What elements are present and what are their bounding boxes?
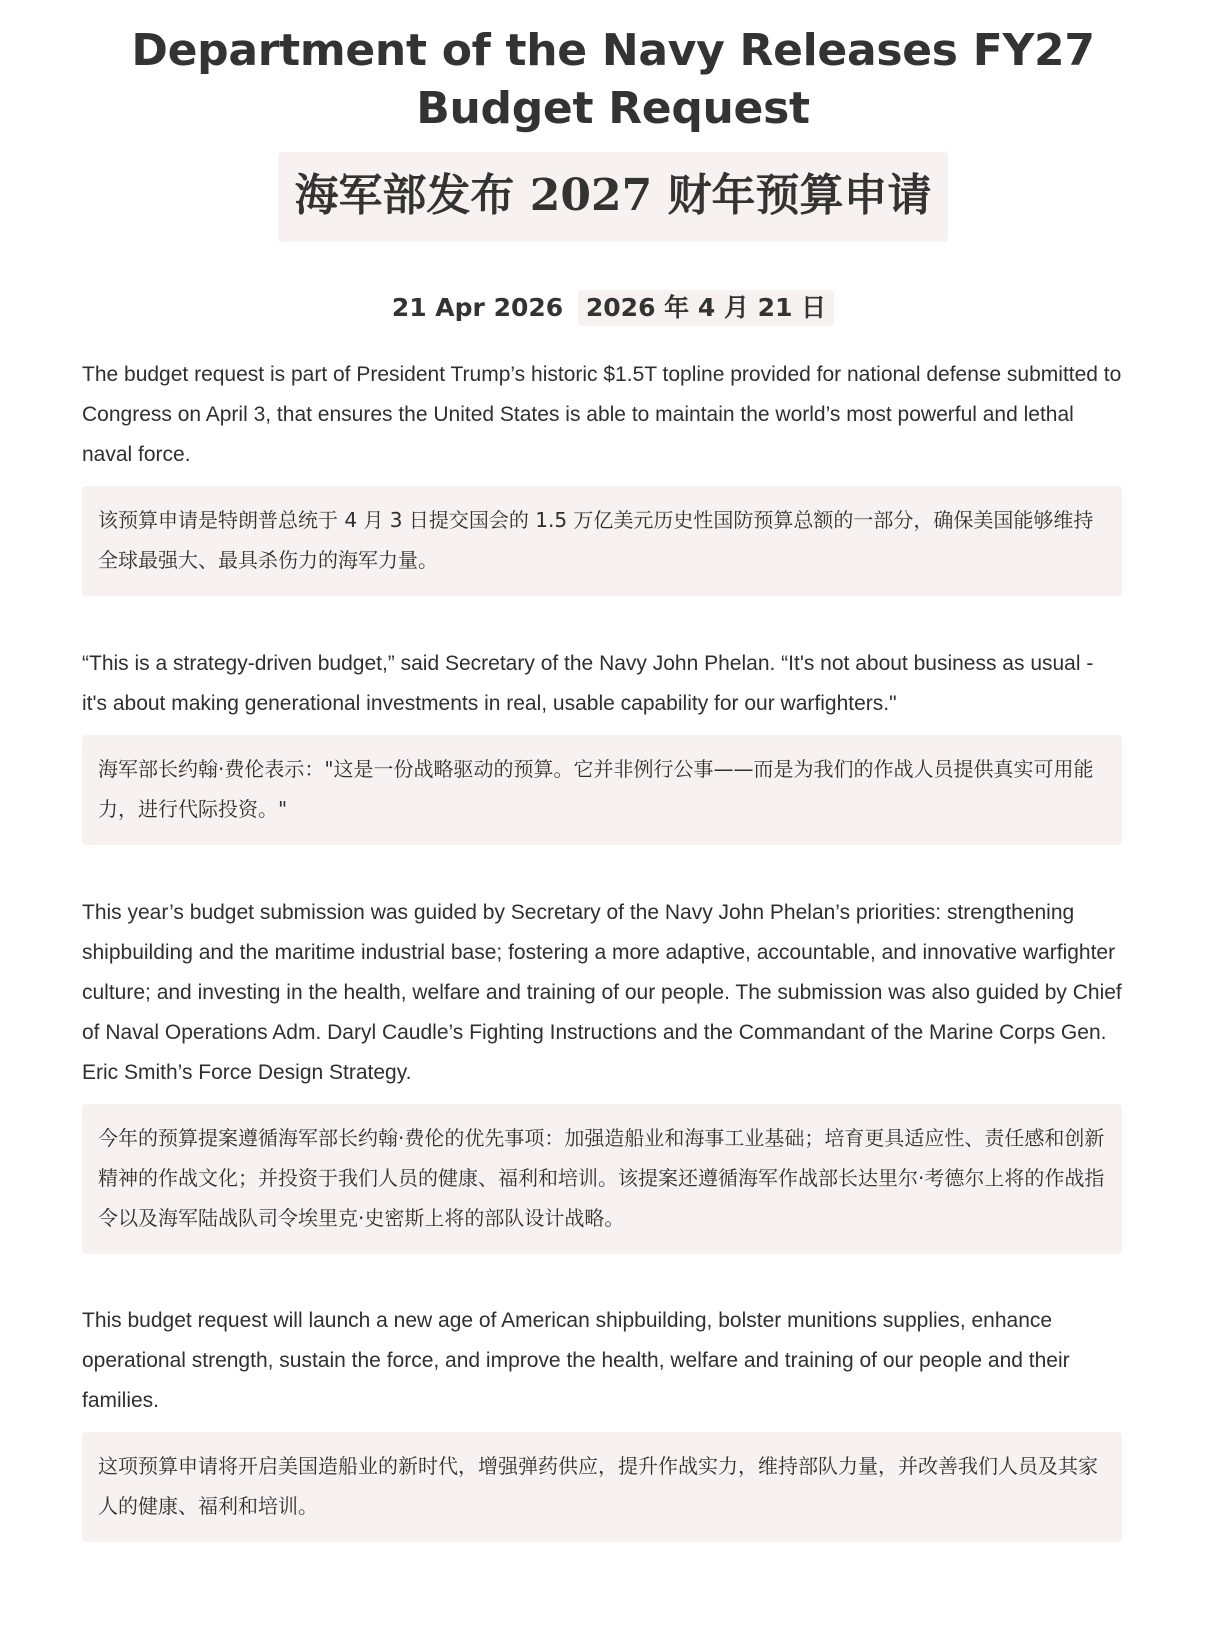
paragraph-block — [82, 893, 1122, 1254]
paragraph-translation: 该预算申请是特朗普总统于 4 月 3 日提交国会的 1.5 万亿美元历史性国防预算总额的一部分，确保美国能够维持全球最强大、最具杀伤力的海军力量。 — [82, 486, 1122, 596]
page-title-translation: 海军部发布 2027 财年预算申请 — [278, 152, 947, 242]
paragraph-block — [82, 355, 1122, 596]
paragraph-translation: 今年的预算提案遵循海军部长约翰·费伦的优先事项：加强造船业和海事工业基础；培育更具适应性、责任感和创新精神的作战文化；并投资于我们人员的健康、福利和培训。该提案还遵循海军作战部长达里尔·考德尔上将的作战指令以及海军陆战队司令埃里克·史密斯上将的部队设计战略。 — [82, 1104, 1122, 1254]
paragraph-block — [82, 1301, 1122, 1542]
page-title: Department of the Navy Releases FY27 Budget Request — [131, 25, 1095, 134]
paragraph-en: “This is a strategy-driven budget,” said Secretary of the Navy John Phelan. “It's not about business as usual - it's about making generational investments in real, usable capability for our warfighters." — [82, 652, 1094, 715]
publish-date — [82, 290, 1144, 326]
paragraph-en: The budget request is part of President Trump’s historic $1.5T topline provided for national defense submitted to Congress on April 3, that ensures the United States is able to maintain the world’s most powerful and lethal naval force. — [82, 363, 1122, 466]
paragraph-block — [82, 644, 1122, 845]
paragraph-en: This year’s budget submission was guided by Secretary of the Navy John Phelan’s priorities: strengthening shipbuilding and the maritime industrial base; fostering a more adaptive, accountable, and innovative warfighter culture; and investing in the health, welfare and training of our people. The submission was also guided by Chief of Naval Operations Adm. Daryl Caudle’s Fighting Instructions and the Commandant of the Marine Corps Gen. Eric Smith’s Force Design Strategy. — [82, 901, 1122, 1084]
date-en: 21 Apr 2026 — [391, 293, 564, 322]
paragraph-translation: 这项预算申请将开启美国造船业的新时代，增强弹药供应，提升作战实力，维持部队力量，并改善我们人员及其家人的健康、福利和培训。 — [82, 1432, 1122, 1542]
page-title-translation-wrap — [82, 152, 1144, 242]
paragraph-translation: 海军部长约翰·费伦表示："这是一份战略驱动的预算。它并非例行公事——而是为我们的作战人员提供真实可用能力，进行代际投资。" — [82, 735, 1122, 845]
article — [82, 0, 1144, 1518]
date-translation: 2026 年 4 月 21 日 — [578, 290, 834, 326]
paragraph-en: This budget request will launch a new age of American shipbuilding, bolster munitions supplies, enhance operational strength, sustain the force, and improve the health, welfare and training of our people and their families. — [82, 1309, 1070, 1412]
